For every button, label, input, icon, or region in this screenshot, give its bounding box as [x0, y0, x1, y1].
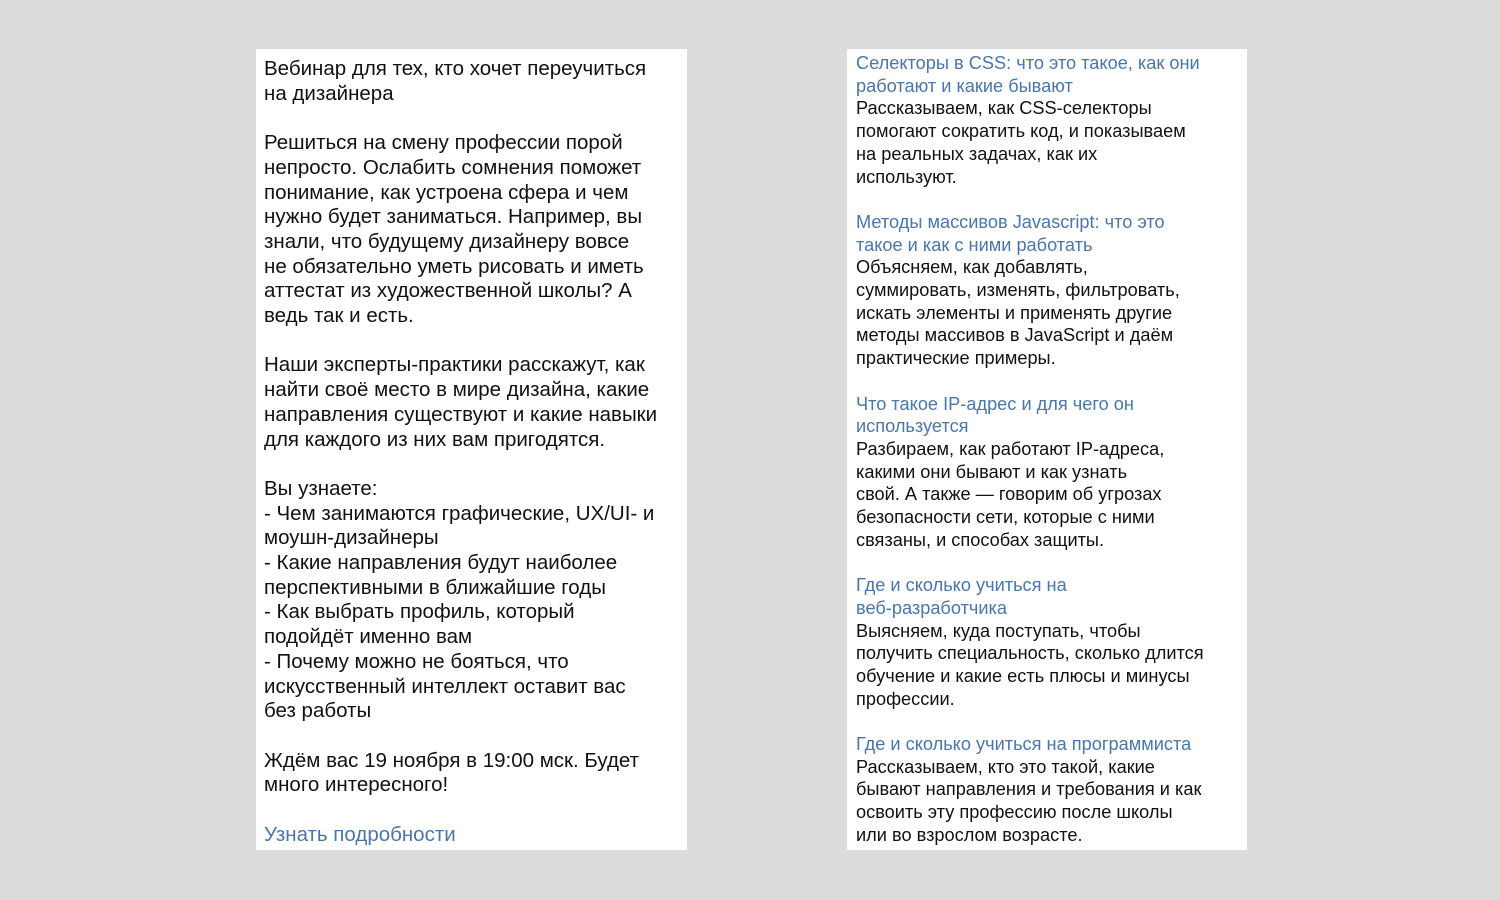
closing-line: много интересного!	[264, 773, 449, 797]
spacer	[856, 370, 1241, 393]
webinar-title-line: Вебинар для тех, кто хочет переучиться	[264, 57, 647, 80]
article-description-line: помогают сократить код, и показываем	[856, 121, 1186, 142]
spacer	[856, 551, 1241, 574]
article-title-link[interactable]	[856, 574, 1241, 619]
closing-line: Ждём вас 19 ноября в 19:00 мск. Будет	[264, 748, 640, 772]
paragraph-line: непросто. Ослабить сомнения поможет	[264, 155, 642, 179]
article-description-line: обучение и какие есть плюсы и минусы	[856, 665, 1190, 686]
article-description-line: профессии.	[856, 688, 955, 709]
webinar-paragraph-experts	[264, 353, 679, 452]
list-heading: Вы узнаете:	[264, 476, 378, 500]
paragraph-line: ведь так и есть.	[264, 304, 414, 328]
article-description-line: бывают направления и требования и как	[856, 779, 1202, 800]
article-item	[856, 52, 1241, 188]
paragraph-line: нужно будет заниматься. Например, вы	[264, 205, 643, 229]
spacer	[856, 710, 1241, 733]
article-title-line: Где и сколько учиться на программиста	[856, 734, 1192, 755]
paragraph-line: Решиться на смену профессии порой	[264, 131, 623, 155]
article-description-line: Объясняем, как добавлять,	[856, 257, 1088, 278]
webinar-title	[264, 57, 679, 106]
article-description-line: или во взрослом возрасте.	[856, 824, 1083, 845]
article-description-line: используют.	[856, 166, 957, 187]
webinar-topics-list	[264, 477, 679, 724]
list-item-line: искусственный интеллект оставит вас	[264, 674, 626, 698]
article-description-line: свой. А также — говорим об угрозах	[856, 484, 1162, 505]
article-title-line: используется	[856, 416, 969, 437]
list-item	[264, 650, 679, 724]
article-title-line: Методы массивов Javascript: что это	[856, 211, 1165, 232]
list-item-line: моушн-дизайнеры	[264, 526, 439, 550]
webinar-closing	[264, 749, 679, 798]
list-item-line: подойдёт именно вам	[264, 625, 473, 649]
article-item	[856, 393, 1241, 552]
list-item	[264, 600, 679, 649]
article-description-line: искать элементы и применять другие	[856, 302, 1173, 323]
article-description-line: Рассказываем, как CSS-селекторы	[856, 98, 1152, 119]
article-item	[856, 211, 1241, 370]
article-title-link[interactable]	[856, 733, 1241, 756]
article-title-line: Что такое IP-адрес и для чего он	[856, 393, 1134, 414]
article-item	[856, 733, 1241, 847]
spacer	[856, 188, 1241, 211]
article-description-line: суммировать, изменять, фильтровать,	[856, 280, 1180, 301]
paragraph-line: аттестат из художественной школы? А	[264, 279, 632, 303]
spacer	[264, 798, 679, 823]
webinar-post-panel	[256, 49, 687, 850]
spacer	[264, 106, 679, 131]
webinar-title-line: на дизайнера	[264, 81, 394, 105]
spacer	[264, 724, 679, 749]
article-title-line: Где и сколько учиться на	[856, 575, 1067, 596]
webinar-paragraph-intro	[264, 131, 679, 329]
article-title-link[interactable]	[856, 211, 1241, 256]
paragraph-line: понимание, как устроена сфера и чем	[264, 180, 629, 204]
list-item-line: перспективными в ближайшие годы	[264, 575, 606, 599]
paragraph-line: не обязательно уметь рисовать и иметь	[264, 254, 644, 278]
article-description-line: на реальных задачах, как их	[856, 143, 1098, 164]
article-title-line: работают и какие бывают	[856, 75, 1073, 96]
article-title-link[interactable]	[856, 393, 1241, 438]
list-item-line: - Как выбрать профиль, который	[264, 600, 575, 624]
article-title-link[interactable]	[856, 52, 1241, 97]
paragraph-line: для каждого из них вам пригодятся.	[264, 427, 606, 451]
article-description-line: освоить эту профессию после школы	[856, 802, 1173, 823]
article-description-line: получить специальность, сколько длится	[856, 643, 1204, 664]
spacer	[264, 329, 679, 354]
list-item-line: - Чем занимаются графические, UX/UI- и	[264, 501, 655, 525]
list-item-line: без работы	[264, 699, 372, 723]
paragraph-line: найти своё место в мире дизайна, какие	[264, 378, 650, 402]
article-description-line: какими они бывают и как узнать	[856, 461, 1128, 482]
article-description-line: безопасности сети, которые с ними	[856, 507, 1155, 528]
list-item	[264, 551, 679, 600]
article-description-line: Разбираем, как работают IP-адреса,	[856, 438, 1165, 459]
article-description-line: методы массивов в JavaScript и даём	[856, 325, 1174, 346]
article-description-line: Выясняем, куда поступать, чтобы	[856, 620, 1141, 641]
list-item-line: - Почему можно не бояться, что	[264, 649, 569, 673]
learn-more-link[interactable]: Узнать подробности	[264, 822, 456, 846]
article-title-line: Селекторы в CSS: что это такое, как они	[856, 53, 1200, 73]
list-item-line: - Какие направления будут наиболее	[264, 551, 618, 575]
article-title-line: такое и как с ними работать	[856, 234, 1093, 255]
article-description-line: практические примеры.	[856, 348, 1056, 369]
articles-post-panel	[847, 49, 1247, 850]
paragraph-line: Наши эксперты-практики расскажут, как	[264, 353, 645, 377]
paragraph-line: направления существуют и какие навыки	[264, 402, 658, 426]
article-item	[856, 574, 1241, 710]
list-item	[264, 502, 679, 551]
paragraph-line: знали, что будущему дизайнеру вовсе	[264, 229, 630, 253]
article-title-line: веб-разработчика	[856, 597, 1008, 618]
article-description-line: связаны, и способах защиты.	[856, 529, 1105, 550]
spacer	[264, 452, 679, 477]
article-description-line: Рассказываем, кто это такой, какие	[856, 756, 1155, 777]
